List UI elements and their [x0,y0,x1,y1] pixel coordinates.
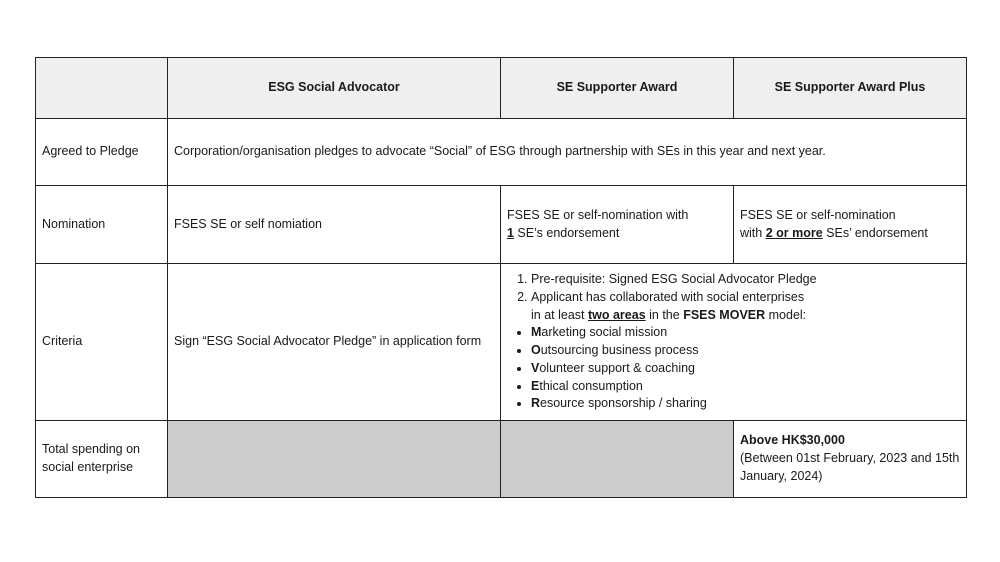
nomination-supporter-line2 [507,225,727,243]
header-se-supporter-award: SE Supporter Award [501,58,734,119]
nomination-advocator: FSES SE or self nomiation [168,186,501,264]
mover-initial: V [531,360,540,375]
spending-supporter-empty [501,421,734,498]
mover-rest: esource sponsorship / sharing [540,396,707,411]
mover-initial: O [531,343,541,357]
nomination-supporter [501,186,734,264]
list-item [531,378,960,396]
spending-plus-period: (Between 01st February, 2023 and 15th January, 2024) [740,451,960,483]
criteria-steps-list [507,271,960,324]
criteria-mover-model: FSES MOVER [683,307,766,322]
nomination-plus-line2 [740,225,960,243]
header-esg-social-advocator: ESG Social Advocator [168,58,501,119]
criteria-step-2-suffix: model: [765,307,807,322]
table-row-pledge [36,119,967,186]
criteria-step-2-line1: 2. Applicant has collaborated with social enterprises [531,289,805,304]
mover-initial: E [531,378,540,393]
mover-initial: R [531,396,541,411]
table-row-nomination [36,186,967,264]
table-row-spending [36,421,967,498]
mover-model-list [507,324,960,413]
mover-rest: thical consumption [539,378,643,393]
criteria-step-2-mid: in the [645,307,684,322]
pledge-text: Corporation/organisation pledges to advocate “Social” of ESG through partnership with SEs in this year and next year. [168,119,967,186]
row-label-nomination: Nomination [36,186,168,264]
list-item [531,360,960,378]
criteria-supporter [501,264,967,421]
nomination-plus-prefix: with [740,225,766,240]
nomination-supporter-count: 1 [507,225,514,240]
mover-rest: olunteer support & coaching [539,360,696,375]
table-header-row [36,58,967,119]
spending-advocator-empty [168,421,501,498]
criteria-step-2-line2 [531,307,960,325]
row-label-spending: Total spending on social enterprise [36,421,168,498]
spending-plus-amount: Above HK$30,000 [740,433,845,448]
nomination-plus-suffix: SEs’ endorsement [822,225,928,240]
header-se-supporter-award-plus: SE Supporter Award Plus [734,58,967,119]
criteria-advocator: Sign “ESG Social Advocator Pledge” in application form [168,264,501,421]
criteria-two-areas: two areas [587,307,646,322]
list-item [531,342,960,360]
row-label-pledge: Agreed to Pledge [36,119,168,186]
criteria-step-1: 1. Pre-requisite: Signed ESG Social Advocator Pledge [531,271,960,289]
mover-rest: arketing social mission [541,325,668,340]
criteria-step-2 [531,289,960,325]
nomination-plus [734,186,967,264]
mover-rest: utsourcing business process [540,343,699,357]
row-label-criteria: Criteria [36,264,168,421]
nomination-plus-count: 2 or more [765,225,823,240]
criteria-step-2-prefix: in at least [531,307,588,322]
mover-initial: M [531,325,542,340]
list-item [531,324,960,342]
award-criteria-table [35,57,967,498]
list-item [531,395,960,413]
table-row-criteria [36,264,967,421]
header-corner-cell [36,58,168,119]
nomination-plus-line1: FSES SE or self-nomination [740,207,896,222]
nomination-supporter-line1: FSES SE or self-nomination with [507,207,689,222]
nomination-supporter-suffix: SE’s endorsement [513,225,620,240]
spending-plus [734,421,967,498]
